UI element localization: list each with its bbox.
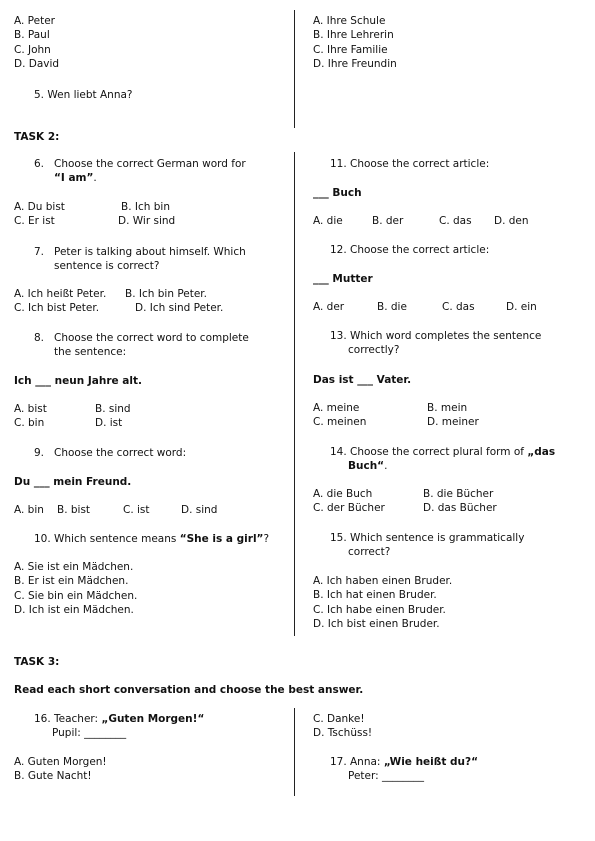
q10-option-a[interactable]: A. Sie ist ein Mädchen. <box>14 561 134 573</box>
q11-option-d[interactable]: D. den <box>494 215 529 227</box>
q12-option-d[interactable]: D. ein <box>506 301 537 313</box>
q15-option-a[interactable]: A. Ich haben einen Bruder. <box>313 575 453 587</box>
q6-option-c[interactable]: C. Er ist <box>14 215 55 227</box>
q9-option-c[interactable]: C. ist <box>123 504 150 516</box>
question-15-line2: correct? <box>348 546 391 558</box>
column-divider-3 <box>294 708 295 796</box>
q6-option-b[interactable]: B. Ich bin <box>121 201 170 213</box>
q9-option-b[interactable]: B. bist <box>57 504 91 516</box>
q5-option-c[interactable]: C. Ihre Familie <box>313 44 388 56</box>
q4-option-a[interactable]: A. Peter <box>14 15 55 27</box>
question-5: 5. Wen liebt Anna? <box>34 89 133 101</box>
question-10: 10. Which sentence means “She is a girl”? <box>34 533 270 545</box>
question-13-sentence: Das ist ___ Vater. <box>313 374 412 386</box>
q13-option-a[interactable]: A. meine <box>313 402 360 414</box>
q8-option-a[interactable]: A. bist <box>14 403 47 415</box>
q7-option-b[interactable]: B. Ich bin Peter. <box>125 288 208 300</box>
q7-option-d[interactable]: D. Ich sind Peter. <box>135 302 224 314</box>
q14-option-c[interactable]: C. der Bücher <box>313 502 385 514</box>
question-15: 15. Which sentence is grammatically <box>330 532 525 544</box>
question-11: 11. Choose the correct article: <box>330 158 490 170</box>
q12-option-a[interactable]: A. der <box>313 301 345 313</box>
q16-option-a[interactable]: A. Guten Morgen! <box>14 756 107 768</box>
question-7: 7. Peter is talking about himself. Which <box>34 246 246 258</box>
column-divider-2 <box>294 152 295 636</box>
q16-option-b[interactable]: B. Gute Nacht! <box>14 770 92 782</box>
q13-option-c[interactable]: C. meinen <box>313 416 367 428</box>
q16-option-d[interactable]: D. Tschüss! <box>313 727 373 739</box>
q4-option-b[interactable]: B. Paul <box>14 29 50 41</box>
task2-heading: TASK 2: <box>14 131 60 143</box>
question-9: 9. Choose the correct word: <box>34 447 187 459</box>
q5-option-b[interactable]: B. Ihre Lehrerin <box>313 29 394 41</box>
q12-option-b[interactable]: B. die <box>377 301 407 313</box>
task3-heading: TASK 3: <box>14 656 60 668</box>
question-8: 8. Choose the correct word to complete <box>34 332 249 344</box>
q7-option-a[interactable]: A. Ich heißt Peter. <box>14 288 107 300</box>
q8-option-b[interactable]: B. sind <box>95 403 131 415</box>
q15-option-c[interactable]: C. Ich habe einen Bruder. <box>313 604 446 616</box>
question-11-blank: ___ Buch <box>313 187 362 199</box>
question-17-line2: Peter: ________ <box>348 770 425 782</box>
q4-option-c[interactable]: C. John <box>14 44 51 56</box>
question-13-line2: correctly? <box>348 344 400 356</box>
q16-option-c[interactable]: C. Danke! <box>313 713 365 725</box>
q15-option-d[interactable]: D. Ich bist einen Bruder. <box>313 618 440 630</box>
question-16-line2: Pupil: ________ <box>52 727 127 739</box>
q8-option-d[interactable]: D. ist <box>95 417 123 429</box>
q14-option-a[interactable]: A. die Buch <box>313 488 373 500</box>
question-16: 16. Teacher: „Guten Morgen!“ <box>34 713 205 725</box>
q10-option-b[interactable]: B. Er ist ein Mädchen. <box>14 575 129 587</box>
q5-option-d[interactable]: D. Ihre Freundin <box>313 58 397 70</box>
question-8-line2: the sentence: <box>54 346 127 358</box>
q8-option-c[interactable]: C. bin <box>14 417 45 429</box>
q14-option-b[interactable]: B. die Bücher <box>423 488 494 500</box>
question-6-line2: “I am”. <box>54 172 97 184</box>
q10-option-c[interactable]: C. Sie bin ein Mädchen. <box>14 590 138 602</box>
question-13: 13. Which word completes the sentence <box>330 330 542 342</box>
q9-option-d[interactable]: D. sind <box>181 504 218 516</box>
q12-option-c[interactable]: C. das <box>442 301 475 313</box>
q11-option-a[interactable]: A. die <box>313 215 343 227</box>
q14-option-d[interactable]: D. das Bücher <box>423 502 497 514</box>
question-6: 6. Choose the correct German word for <box>34 158 246 170</box>
q6-option-d[interactable]: D. Wir sind <box>118 215 176 227</box>
q4-option-d[interactable]: D. David <box>14 58 60 70</box>
q13-option-d[interactable]: D. meiner <box>427 416 479 428</box>
q13-option-b[interactable]: B. mein <box>427 402 468 414</box>
q9-option-a[interactable]: A. bin <box>14 504 44 516</box>
q7-option-c[interactable]: C. Ich bist Peter. <box>14 302 100 314</box>
q6-option-a[interactable]: A. Du bist <box>14 201 65 213</box>
question-8-sentence: Ich ___ neun Jahre alt. <box>14 375 142 387</box>
q15-option-b[interactable]: B. Ich hat einen Bruder. <box>313 589 437 601</box>
question-9-sentence: Du ___ mein Freund. <box>14 476 132 488</box>
q5-option-a[interactable]: A. Ihre Schule <box>313 15 386 27</box>
task3-instruction: Read each short conversation and choose the best answer. <box>14 684 364 696</box>
question-14: 14. Choose the correct plural form of „das <box>330 446 556 458</box>
question-14-line2: Buch“. <box>348 460 388 472</box>
question-17: 17. Anna: „Wie heißt du?“ <box>330 756 478 768</box>
q10-option-d[interactable]: D. Ich ist ein Mädchen. <box>14 604 134 616</box>
q11-option-b[interactable]: B. der <box>372 215 404 227</box>
column-divider-1 <box>294 10 295 128</box>
q11-option-c[interactable]: C. das <box>439 215 472 227</box>
question-12: 12. Choose the correct article: <box>330 244 490 256</box>
question-7-line2: sentence is correct? <box>54 260 160 272</box>
question-12-blank: ___ Mutter <box>313 273 373 285</box>
